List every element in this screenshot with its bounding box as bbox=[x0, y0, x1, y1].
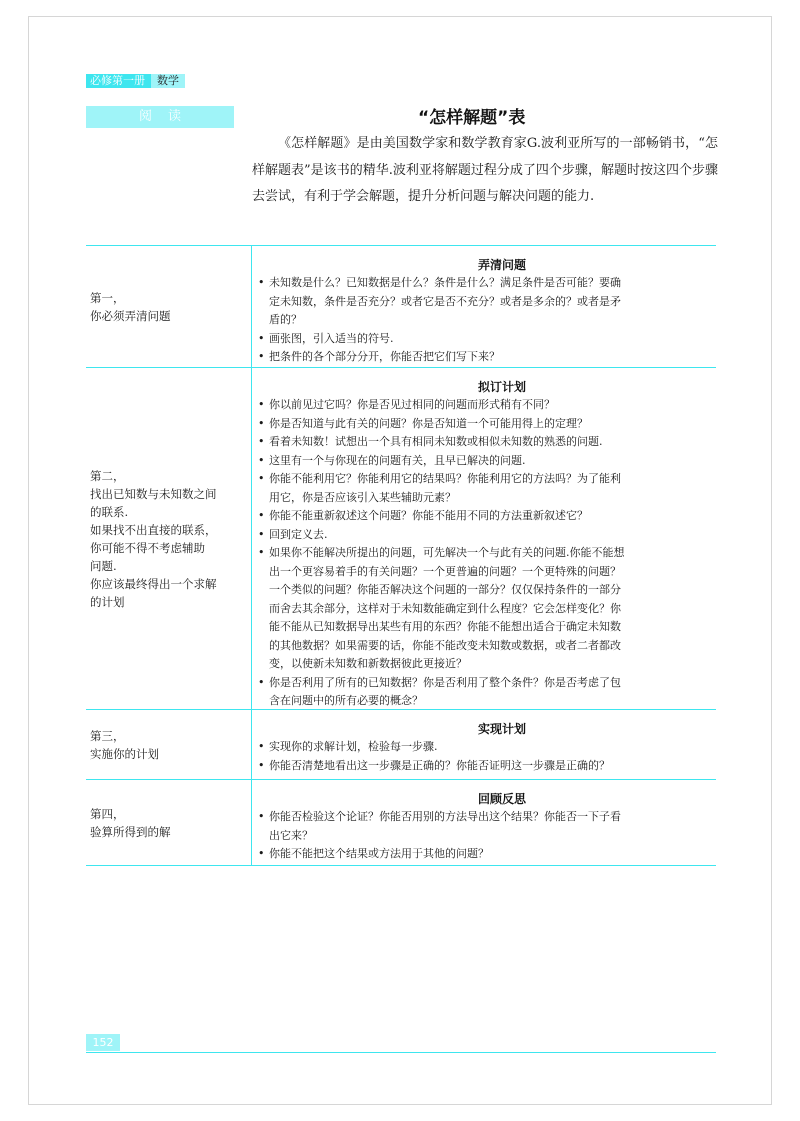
running-header bbox=[86, 74, 185, 88]
step-bullet-line bbox=[258, 637, 716, 656]
bullet-text: 而舍去其余部分，这样对于未知数能确定到什么程度？它会怎样变化？你 bbox=[269, 601, 621, 615]
step-label bbox=[86, 710, 252, 779]
step-bullet-line bbox=[258, 433, 716, 452]
bullet-text: 看着未知数！试想出一个具有相同未知数或相似未知数的熟悉的问题. bbox=[269, 435, 603, 448]
bullet-icon: • bbox=[258, 350, 265, 363]
bullet-icon: • bbox=[258, 546, 265, 559]
step-label-line: 验算所得到的解 bbox=[90, 824, 171, 839]
step-bullet-line bbox=[258, 348, 716, 367]
step-bullet-line bbox=[258, 330, 716, 349]
page-number: 152 bbox=[86, 1034, 120, 1051]
bullet-text: 盾的？ bbox=[269, 313, 302, 326]
book-label: 必修第一册 bbox=[86, 74, 151, 88]
step-bullet-line bbox=[258, 808, 716, 827]
bullet-text: 回到定义去. bbox=[269, 527, 328, 541]
bullet-icon: • bbox=[258, 416, 265, 430]
step-bullet-line bbox=[258, 415, 716, 434]
step-bullet-line bbox=[258, 674, 716, 693]
bullet-text: 你是否利用了所有的已知数据？你是否利用了整个条件？你是否考虑了包 bbox=[269, 675, 621, 689]
step-bullet-line bbox=[258, 526, 716, 545]
step-content bbox=[252, 368, 716, 709]
step-label-line: 第四， bbox=[90, 806, 125, 821]
bullet-icon: • bbox=[258, 527, 265, 541]
step-heading: 回顾反思 bbox=[477, 792, 526, 806]
step-bullet-line bbox=[258, 544, 716, 563]
step-bullet-line bbox=[258, 655, 716, 674]
bullet-text: 能不能从已知数据导出某些有用的东西？你能不能想出适合于确定未知数 bbox=[269, 620, 621, 633]
bullet-icon: • bbox=[258, 472, 265, 485]
step-heading: 弄清问题 bbox=[477, 258, 526, 272]
bullet-icon: • bbox=[258, 509, 265, 522]
bullet-text: 把条件的各个部分分开，你能否把它们写下来？ bbox=[269, 350, 500, 363]
steps-table bbox=[86, 245, 716, 866]
bullet-text: 未知数是什么？已知数据是什么？条件是什么？满足条件是否可能？要确 bbox=[269, 276, 621, 289]
bullet-text: 你能不能重新叙述这个问题？你能不能用不同的方法重新叙述它？ bbox=[269, 509, 588, 522]
bullet-icon: • bbox=[258, 847, 265, 860]
step-bullet-line bbox=[258, 581, 716, 600]
step-label-line: 第三， bbox=[90, 728, 125, 743]
step-bullet-line bbox=[258, 396, 716, 415]
step-label-line: 你可能不得不考虑辅助 bbox=[90, 540, 205, 555]
step-heading: 实现计划 bbox=[477, 722, 526, 736]
bullet-text: 一个类似的问题？你能否解决这个问题的一部分？仅仅保持条件的一部分 bbox=[269, 583, 621, 596]
bullet-icon: • bbox=[258, 740, 265, 753]
bullet-text: 如果你不能解决所提出的问题，可先解决一个与此有关的问题.你能不能想 bbox=[269, 546, 625, 559]
step-label bbox=[86, 246, 252, 367]
bullet-text: 你能否检验这个论证？你能否用别的方法导出这个结果？你能否一下子看 bbox=[269, 810, 621, 823]
step-label-line: 你应该最终得出一个求解 bbox=[90, 576, 217, 591]
step-content bbox=[252, 710, 716, 779]
step-label bbox=[86, 368, 252, 709]
step-bullet-line bbox=[258, 563, 716, 582]
step-content bbox=[252, 780, 716, 865]
step-bullet-line bbox=[258, 470, 716, 489]
step-bullet-line bbox=[258, 738, 716, 757]
bullet-text: 出它来？ bbox=[269, 828, 313, 842]
bullet-text: 你以前见过它吗？你是否见过相同的问题而形式稍有不同？ bbox=[269, 398, 555, 411]
step-label-line: 实施你的计划 bbox=[90, 746, 159, 761]
step-label-line: 的计划 bbox=[90, 594, 125, 609]
step-label-line: 如果找不出直接的联系， bbox=[90, 522, 217, 537]
step-bullet-line bbox=[258, 845, 716, 864]
step-heading: 拟订计划 bbox=[477, 380, 526, 394]
step-bullet-line bbox=[258, 618, 716, 637]
bullet-text: 含在问题中的所有必要的概念？ bbox=[269, 694, 423, 707]
step-bullet-line bbox=[258, 452, 716, 471]
step-content bbox=[252, 246, 716, 367]
step-label-line: 问题. bbox=[90, 558, 117, 573]
bullet-text: 你能不能利用它？你能利用它的结果吗？你能利用它的方法吗？为了能利 bbox=[269, 472, 621, 485]
step-bullet-line bbox=[258, 507, 716, 526]
step-bullet-line bbox=[258, 311, 716, 330]
step-bullet-line bbox=[258, 489, 716, 508]
step-row bbox=[86, 368, 716, 710]
subject-label: 数学 bbox=[151, 74, 185, 88]
bullet-text: 你是否知道与此有关的问题？你是否知道一个可能用得上的定理？ bbox=[269, 416, 588, 430]
bullet-icon: • bbox=[258, 453, 265, 467]
bullet-icon: • bbox=[258, 276, 265, 289]
bullet-text: 你能不能把这个结果或方法用于其他的问题？ bbox=[269, 847, 489, 860]
step-label-line: 找出已知数与未知数之间 bbox=[90, 486, 217, 501]
bullet-icon: • bbox=[258, 758, 265, 772]
step-label-line: 你必须弄清问题 bbox=[90, 308, 171, 323]
step-label bbox=[86, 780, 252, 865]
bullet-text: 画张图，引入适当的符号. bbox=[269, 331, 394, 345]
step-bullet-line bbox=[258, 692, 716, 711]
bullet-text: 这里有一个与你现在的问题有关，且早已解决的问题. bbox=[269, 453, 526, 467]
bullet-text: 出一个更容易着手的有关问题？一个更普遍的问题？一个更特殊的问题？ bbox=[269, 564, 621, 578]
step-row bbox=[86, 780, 716, 866]
bullet-text: 定未知数，条件是否充分？或者它是否不充分？或者是多余的？或者是矛 bbox=[269, 294, 621, 308]
intro-paragraph: 《怎样解题》是由美国数学家和数学教育家G.波利亚所写的一部畅销书，“怎样解题表”是该书的精华.波利亚将解题过程分成了四个步骤，解题时按这四个步骤去尝试，有利于学会解题，提升分析问题与解决问题的能力. bbox=[252, 136, 718, 204]
step-bullet-line bbox=[258, 827, 716, 846]
step-bullet-line bbox=[258, 757, 716, 776]
step-row bbox=[86, 710, 716, 780]
step-bullet-line bbox=[258, 600, 716, 619]
bullet-icon: • bbox=[258, 675, 265, 689]
step-bullet-line bbox=[258, 293, 716, 312]
bullet-icon: • bbox=[258, 331, 265, 345]
bullet-text: 你能否清楚地看出这一步骤是正确的？你能否证明这一步骤是正确的？ bbox=[269, 758, 610, 772]
step-label-line: 的联系. bbox=[90, 504, 129, 519]
bullet-icon: • bbox=[258, 810, 265, 823]
bullet-text: 用它，你是否应该引入某些辅助元素？ bbox=[269, 490, 456, 504]
bullet-icon: • bbox=[258, 398, 265, 411]
step-label-line: 第二， bbox=[90, 468, 125, 483]
step-label-line: 第一， bbox=[90, 290, 125, 305]
bullet-icon: • bbox=[258, 435, 265, 448]
bullet-text: 变，以使新未知数和新数据彼此更接近？ bbox=[269, 657, 467, 670]
step-bullet-line bbox=[258, 274, 716, 293]
bullet-text: 实现你的求解计划，检验每一步骤. bbox=[269, 740, 438, 753]
bullet-text: 的其他数据？如果需要的话，你能不能改变未知数或数据，或者二者都改 bbox=[269, 638, 621, 652]
section-badge: 阅读 bbox=[86, 106, 234, 128]
step-row bbox=[86, 246, 716, 368]
page-footer bbox=[86, 1031, 716, 1053]
page-title: “怎样解题”表 bbox=[418, 108, 526, 128]
